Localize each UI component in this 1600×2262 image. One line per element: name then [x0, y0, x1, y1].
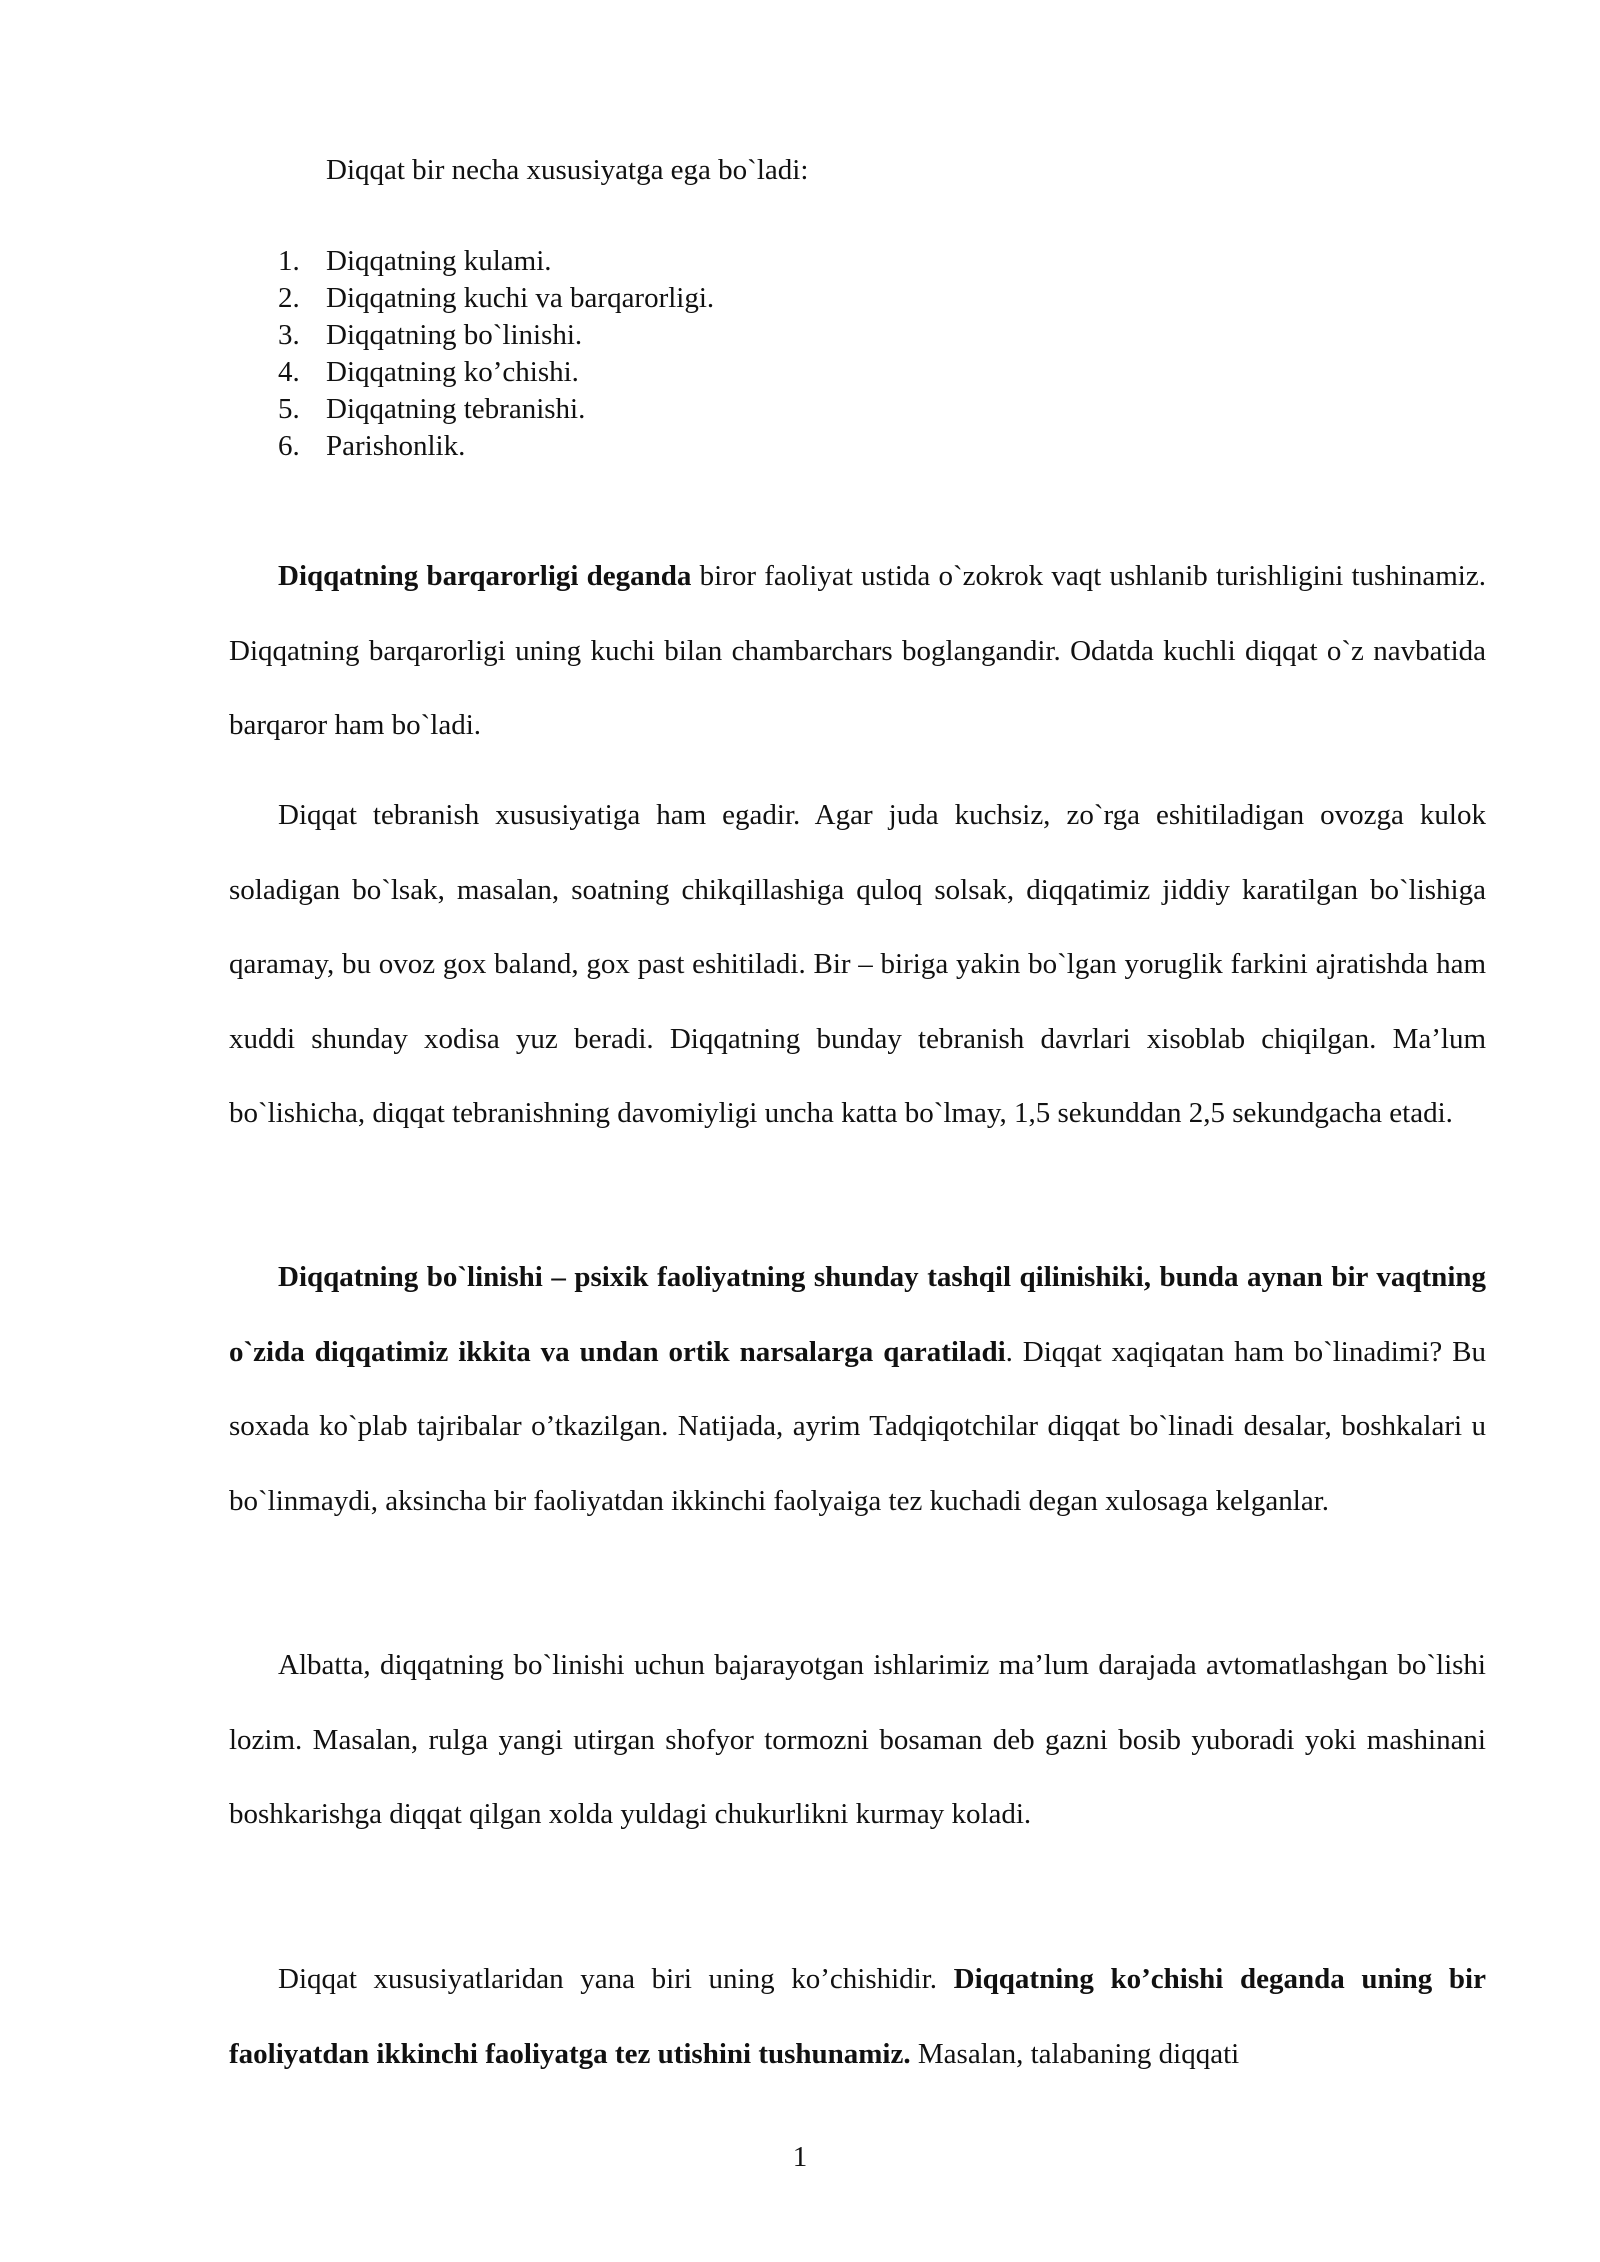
list-item	[278, 317, 714, 354]
intro-line: Diqqat bir necha xususiyatga ega bo`ladi:	[326, 154, 809, 186]
list-item-text: Diqqatning tebranishi.	[326, 393, 586, 425]
list-item-text: Parishonlik.	[326, 430, 466, 462]
list-item-text: Diqqatning kulami.	[326, 245, 552, 277]
paragraph-shifting-start: Diqqat xususiyatlaridan yana biri uning ko’chishidir.	[278, 1963, 954, 1995]
paragraph-division	[229, 1240, 1486, 1538]
paragraph-division-term: Diqqatning bo`linishi – psixik faoliyatning shunday tashqil qilinishiki, bunda aynan bir vaqtning o`zida diqqatimiz ikkita va undan ortik narsalarga qaratiladi	[229, 1261, 1486, 1368]
paragraph-stability-term: Diqqatning barqarorligi deganda	[278, 560, 692, 592]
list-item-number: 5.	[278, 393, 300, 425]
list-item	[278, 391, 714, 428]
paragraph-shifting-body: Masalan, talabaning diqqati	[910, 2037, 1240, 2070]
list-item-number: 1.	[278, 245, 300, 277]
paragraph-fluctuation: Diqqat tebranish xususiyatiga ham egadir. Agar juda kuchsiz, zo`rga eshitiladigan ovozga kulok soladigan bo`lsak, masalan, soatning chikqillashiga quloq solsak, diqqatimiz jiddiy karatilgan bo`lishiga qaramay, bu ovoz gox baland, gox past eshitiladi. Bir – biriga yakin bo`lgan yoruglik farkini ajratishda ham xuddi shunday xodisa yuz beradi. Diqqatning bunday tebranish davrlari xisoblab chiqilgan. Ma’lum bo`lishicha, diqqat tebranishning davomiyligi uncha katta bo`lmay, 1,5 sekunddan 2,5 sekundgacha etadi.	[229, 799, 1486, 1129]
list-item-number: 6.	[278, 430, 300, 462]
paragraph-automation: Albatta, diqqatning bo`linishi uchun bajarayotgan ishlarimiz ma’lum darajada avtomatlashgan bo`lishi lozim. Masalan, rulga yangi utirgan shofyor tormozni bosaman deb gazni bosib yuboradi yoki mashinani boshkarishga diqqat qilgan xolda yuldagi chukurlikni kurmay koladi.	[229, 1649, 1486, 1830]
list-item-text: Diqqatning ko’chishi.	[326, 356, 579, 388]
list-item-number: 2.	[278, 282, 300, 314]
list-item-number: 3.	[278, 319, 300, 351]
paragraph-stability	[229, 539, 1486, 763]
paragraph-stability-body: biror faoliyat ustida o`zokrok vaqt ushlanib turishligini tushinamiz. Diqqatning barqarorligi uning kuchi bilan chambarchars boglangandir. Odatda kuchli diqqat o`z navbatida barqaror ham bo`ladi.	[229, 560, 1486, 741]
list-item-number: 4.	[278, 356, 300, 388]
paragraph-division-body: . Diqqat xaqiqatan ham bo`linadimi? Bu soxada ko`plab tajribalar o’tkazilgan. Natijada, ayrim Tadqiqotchilar diqqat bo`linadi desalar, boshkalari u bo`linmaydi, aksincha bir faoliyatdan ikkinchi faolyaiga tez kuchadi degan xulosaga kelganlar.	[229, 1335, 1486, 1517]
list-item	[278, 428, 714, 465]
list-item	[278, 280, 714, 317]
paragraph-shifting-term: Diqqatning ko’chishi deganda uning bir faoliyatdan ikkinchi faoliyatga tez utishini tushunamiz.	[229, 1963, 1486, 2070]
paragraph-shifting	[229, 1942, 1486, 2091]
page-number: 1	[792, 2141, 808, 2173]
list-item	[278, 243, 714, 280]
list-item-text: Diqqatning kuchi va barqarorligi.	[326, 282, 715, 314]
list-item	[278, 354, 714, 391]
list-item-text: Diqqatning bo`linishi.	[326, 319, 583, 351]
properties-list	[278, 243, 714, 465]
